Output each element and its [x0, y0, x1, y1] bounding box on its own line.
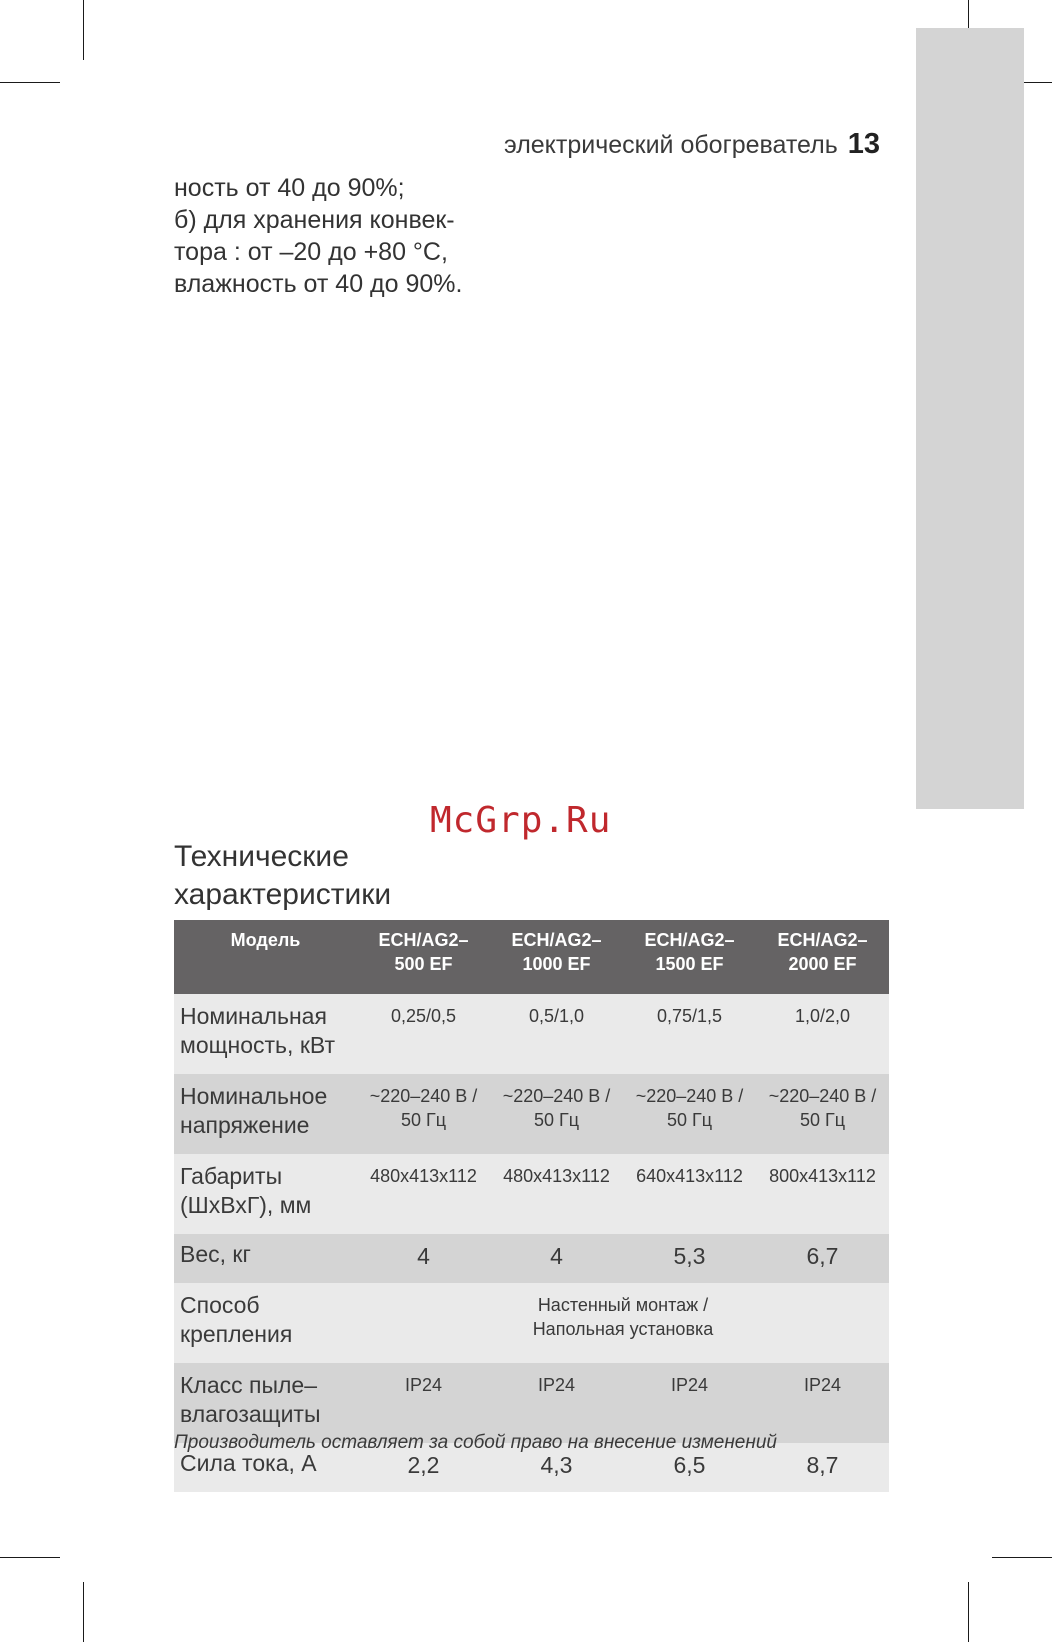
table-cell-merged: Настенный монтаж / Напольная установка — [357, 1283, 889, 1363]
table-cell: 800x413x112 — [756, 1154, 889, 1234]
body-paragraph — [174, 172, 534, 300]
table-row — [174, 1234, 889, 1283]
side-tab — [916, 28, 1024, 809]
paragraph-line: б) для хранения конвек- — [174, 206, 455, 234]
table-cell: 1,0/2,0 — [756, 994, 889, 1074]
table-cell: 0,25/0,5 — [357, 994, 490, 1074]
row-label: Габариты (ШхВхГ), мм — [174, 1154, 357, 1234]
watermark: McGrp.Ru — [430, 800, 612, 841]
table-cell: 4 — [357, 1234, 490, 1283]
table-cell: 5,3 — [623, 1234, 756, 1283]
row-label: Вес, кг — [174, 1234, 357, 1283]
page-header — [380, 128, 880, 161]
header-cell-model-500: ECH/AG2– 500 EF — [357, 920, 490, 994]
table-row — [174, 1363, 889, 1443]
table-cell: IP24 — [623, 1363, 756, 1443]
crop-mark-top-left-h — [0, 82, 60, 83]
section-title — [174, 838, 391, 914]
row-label: Номинальное напряжение — [174, 1074, 357, 1154]
table-cell: 480x413x112 — [357, 1154, 490, 1234]
header-cell-model-2000: ECH/AG2– 2000 EF — [756, 920, 889, 994]
table-cell: ~220–240 В / 50 Гц — [490, 1074, 623, 1154]
disclaimer-note: Производитель оставляет за собой право на внесение изменений — [174, 1432, 777, 1453]
table-cell: IP24 — [756, 1363, 889, 1443]
section-title-line: Технические — [174, 840, 349, 873]
table-cell: 2,2 — [357, 1443, 490, 1492]
paragraph-line: влажность от 40 до 90%. — [174, 270, 463, 298]
table-row — [174, 1074, 889, 1154]
row-label: Номинальная мощность, кВт — [174, 994, 357, 1074]
row-label: Сила тока, А — [174, 1443, 357, 1492]
table-cell: 0,5/1,0 — [490, 994, 623, 1074]
table-row — [174, 1283, 889, 1363]
header-cell-model-1000: ECH/AG2– 1000 EF — [490, 920, 623, 994]
crop-mark-bottom-left-v — [83, 1582, 84, 1642]
paragraph-line: ность от 40 до 90%; — [174, 174, 405, 202]
row-label: Класс пыле– влагозащиты — [174, 1363, 357, 1443]
table-cell: ~220–240 В / 50 Гц — [357, 1074, 490, 1154]
table-cell: 4 — [490, 1234, 623, 1283]
crop-mark-top-left-v — [83, 0, 84, 60]
specifications-table — [174, 920, 889, 1492]
header-cell-model: Модель — [174, 920, 357, 994]
header-title: электрический обогреватель — [503, 131, 838, 159]
paragraph-line: тора : от –20 до +80 °С, — [174, 238, 448, 266]
section-title-line: характеристики — [174, 878, 392, 911]
table-cell: IP24 — [357, 1363, 490, 1443]
table-cell: 8,7 — [756, 1443, 889, 1492]
table-cell: 6,7 — [756, 1234, 889, 1283]
table-cell: ~220–240 В / 50 Гц — [623, 1074, 756, 1154]
page-number: 13 — [847, 128, 880, 160]
table-cell: 0,75/1,5 — [623, 994, 756, 1074]
table-cell: 4,3 — [490, 1443, 623, 1492]
table-cell: IP24 — [490, 1363, 623, 1443]
table-cell: 480x413x112 — [490, 1154, 623, 1234]
table-cell: 6,5 — [623, 1443, 756, 1492]
crop-mark-bottom-left-h — [0, 1557, 60, 1558]
crop-mark-bottom-right-v — [968, 1582, 969, 1642]
row-label: Способ крепления — [174, 1283, 357, 1363]
table-row — [174, 994, 889, 1074]
table-row — [174, 1154, 889, 1234]
crop-mark-bottom-right-h — [992, 1557, 1052, 1558]
table-cell: 640x413x112 — [623, 1154, 756, 1234]
table-header-row — [174, 920, 889, 994]
header-cell-model-1500: ECH/AG2– 1500 EF — [623, 920, 756, 994]
table-cell: ~220–240 В / 50 Гц — [756, 1074, 889, 1154]
